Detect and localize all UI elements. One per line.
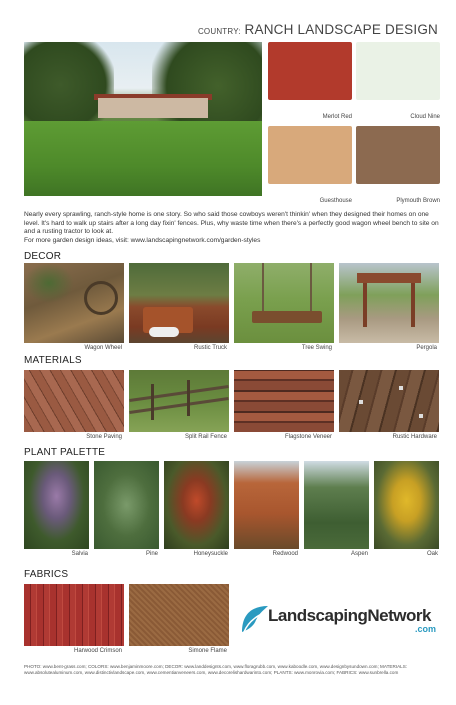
caption-rustic-hardware: Rustic Hardware bbox=[392, 434, 437, 440]
leaf-logo-icon bbox=[238, 602, 272, 636]
caption-oak: Oak bbox=[426, 551, 438, 557]
swatch-plymouth-brown bbox=[356, 126, 440, 204]
photo-credits: PHOTO: www.bent-grass.com; COLORS: www.benjaminmoore.com; DECOR: www.landdesignts.com, www.floragrubb.com, www.kaboodle.com, www.designbysundown.com; MATERIALS: www.absolutealuminum.com, www.distinctivlandscape.com, www.cementianveneers.com, www.decorelishardwarinto.com; PLANTS: www.monrovia.com; FABRICS: www.sunbrella.com bbox=[24, 664, 408, 676]
decor-heading: DECOR bbox=[24, 251, 62, 262]
caption-honeysuckle: Honeysuckle bbox=[193, 551, 228, 557]
caption-wagon-wheel: Wagon Wheel bbox=[84, 345, 122, 351]
photo-tree-swing bbox=[234, 263, 334, 343]
caption-pine: Pine bbox=[145, 551, 158, 557]
title-prefix: COUNTRY: bbox=[197, 27, 241, 36]
hero-photo-ranch-home bbox=[24, 42, 262, 196]
photo-wagon-wheel bbox=[24, 263, 124, 343]
photo-stone-paving bbox=[24, 370, 124, 432]
swatch-guesthouse bbox=[268, 126, 352, 204]
description-link[interactable]: For more garden design ideas, visit: www.landscapingnetwork.com/garden-styles bbox=[24, 236, 261, 244]
swatch-merlot-red bbox=[268, 42, 352, 120]
swatch-label: Cloud Nine bbox=[410, 114, 440, 120]
description bbox=[24, 211, 444, 245]
photo-aspen bbox=[304, 461, 369, 549]
caption-redwood: Redwood bbox=[272, 551, 298, 557]
page-title bbox=[198, 22, 438, 37]
swatch-cloud-nine bbox=[356, 42, 440, 120]
caption-flagstone-veneer: Flagstone Veneer bbox=[284, 434, 332, 440]
caption-rustic-truck: Rustic Truck bbox=[193, 345, 227, 351]
logo-suffix: .com bbox=[414, 624, 436, 634]
photo-flagstone-veneer bbox=[234, 370, 334, 432]
caption-harwood-crimson: Harwood Crimson bbox=[73, 648, 122, 654]
fabric-simone-flame bbox=[129, 584, 229, 646]
photo-salvia bbox=[24, 461, 89, 549]
plant-palette-heading: PLANT PALETTE bbox=[24, 447, 106, 458]
photo-oak bbox=[374, 461, 439, 549]
caption-salvia: Salvia bbox=[71, 551, 88, 557]
swatch-label: Merlot Red bbox=[322, 114, 352, 120]
caption-simone-flame: Simone Flame bbox=[188, 648, 227, 654]
caption-tree-swing: Tree Swing bbox=[301, 345, 332, 351]
swatch-label: Guesthouse bbox=[319, 198, 352, 204]
photo-redwood bbox=[234, 461, 299, 549]
title-text: RANCH LANDSCAPE DESIGN bbox=[244, 22, 438, 37]
photo-honeysuckle bbox=[164, 461, 229, 549]
caption-stone-paving: Stone Paving bbox=[86, 434, 122, 440]
photo-split-rail-fence bbox=[129, 370, 229, 432]
photo-rustic-truck bbox=[129, 263, 229, 343]
logo-wordmark: LandscapingNetwork bbox=[268, 606, 431, 625]
caption-split-rail-fence: Split Rail Fence bbox=[184, 434, 227, 440]
fabric-harwood-crimson bbox=[24, 584, 124, 646]
photo-pergola bbox=[339, 263, 439, 343]
photo-rustic-hardware bbox=[339, 370, 439, 432]
photo-pine bbox=[94, 461, 159, 549]
fabrics-heading: FABRICS bbox=[24, 569, 69, 580]
swatch-label: Plymouth Brown bbox=[396, 198, 440, 204]
caption-pergola: Pergola bbox=[416, 345, 437, 351]
caption-aspen: Aspen bbox=[350, 551, 368, 557]
description-paragraph: Nearly every sprawling, ranch-style home is one story. So who said those cowboys weren't thinkin' when they designed their homes on one level. It's hard to walk up stairs after a long day fixin' fences. Plus, why waste time when there's a perfectly good wagon wheel bench to site on and a rusting tractor to look at. bbox=[24, 211, 439, 236]
materials-heading: MATERIALS bbox=[24, 355, 82, 366]
landscaping-network-logo[interactable] bbox=[238, 600, 438, 640]
